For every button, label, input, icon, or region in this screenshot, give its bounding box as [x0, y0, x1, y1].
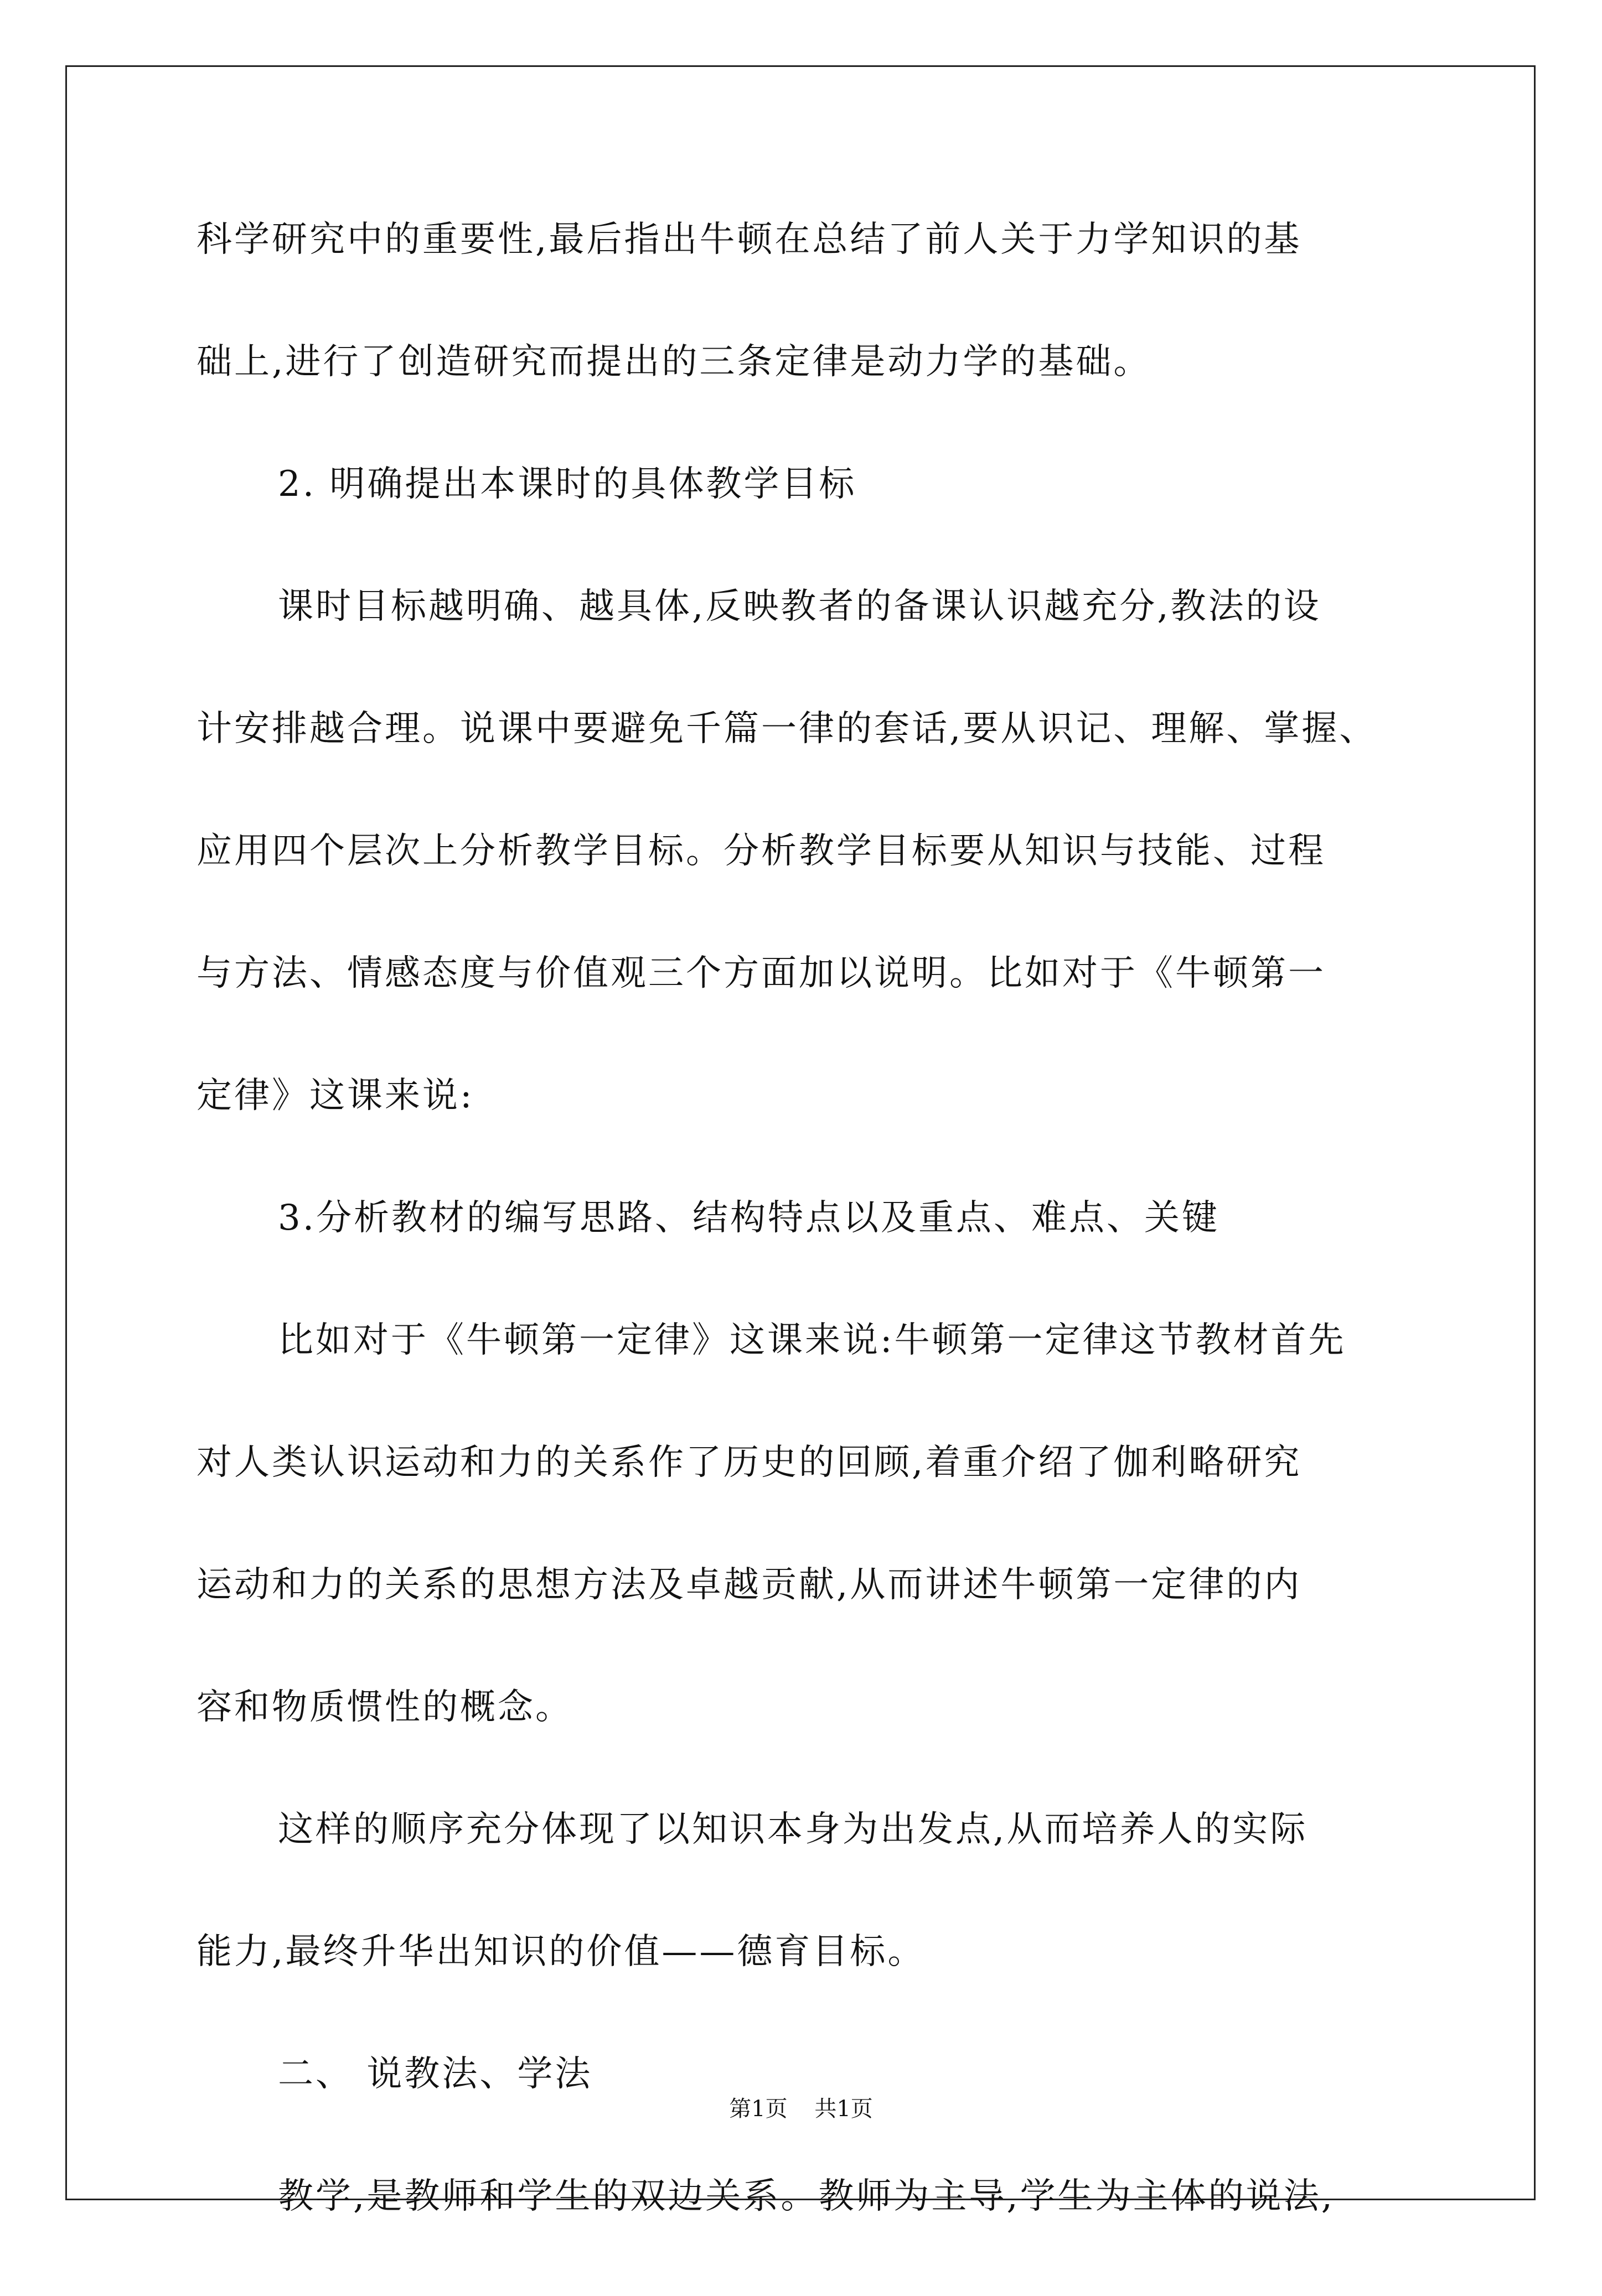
text-line: 与方法、情感态度与价值观三个方面加以说明。比如对于《牛顿第一	[197, 953, 1326, 994]
section-heading: 3.分析教材的编写思路、结构特点以及重点、难点、关键	[278, 1198, 1220, 1238]
text-line: 教学,是教师和学生的双边关系。教师为主导,学生为主体的说法,	[278, 2176, 1335, 2217]
text-line: 应用四个层次上分析教学目标。分析教学目标要从知识与技能、过程	[197, 831, 1326, 872]
text-line: 能力,最终升华出知识的价值——德育目标。	[197, 1931, 926, 1972]
text-line: 这样的顺序充分体现了以知识本身为出发点,从而培养人的实际	[278, 1809, 1308, 1850]
text-line: 运动和力的关系的思想方法及卓越贡献,从而讲述牛顿第一定律的内	[197, 1564, 1302, 1605]
text-line: 计安排越合理。说课中要避免千篇一律的套话,要从识记、理解、掌握、	[197, 708, 1377, 749]
text-line: 容和物质惯性的概念。	[197, 1687, 573, 1728]
text-line: 定律》这课来说:	[197, 1075, 474, 1116]
text-line: 科学研究中的重要性,最后指出牛顿在总结了前人关于力学知识的基	[197, 219, 1302, 260]
page-total: 共1页	[814, 2096, 873, 2122]
section-heading: 2. 明确提出本课时的具体教学目标	[278, 464, 857, 505]
section-heading: 二、 说教法、学法	[278, 2054, 593, 2095]
page-number: 第1页	[729, 2096, 788, 2122]
text-line: 课时目标越明确、越具体,反映教者的备课认识越充分,教法的设	[278, 586, 1321, 627]
document-body	[197, 217, 1414, 2296]
text-line: 础上,进行了创造研究而提出的三条定律是动力学的基础。	[197, 341, 1151, 382]
page-footer	[0, 2095, 1602, 2123]
text-line: 比如对于《牛顿第一定律》这课来说:牛顿第一定律这节教材首先	[278, 1320, 1346, 1361]
text-line: 对人类认识运动和力的关系作了历史的回顾,着重介绍了伽利略研究	[197, 1442, 1302, 1483]
